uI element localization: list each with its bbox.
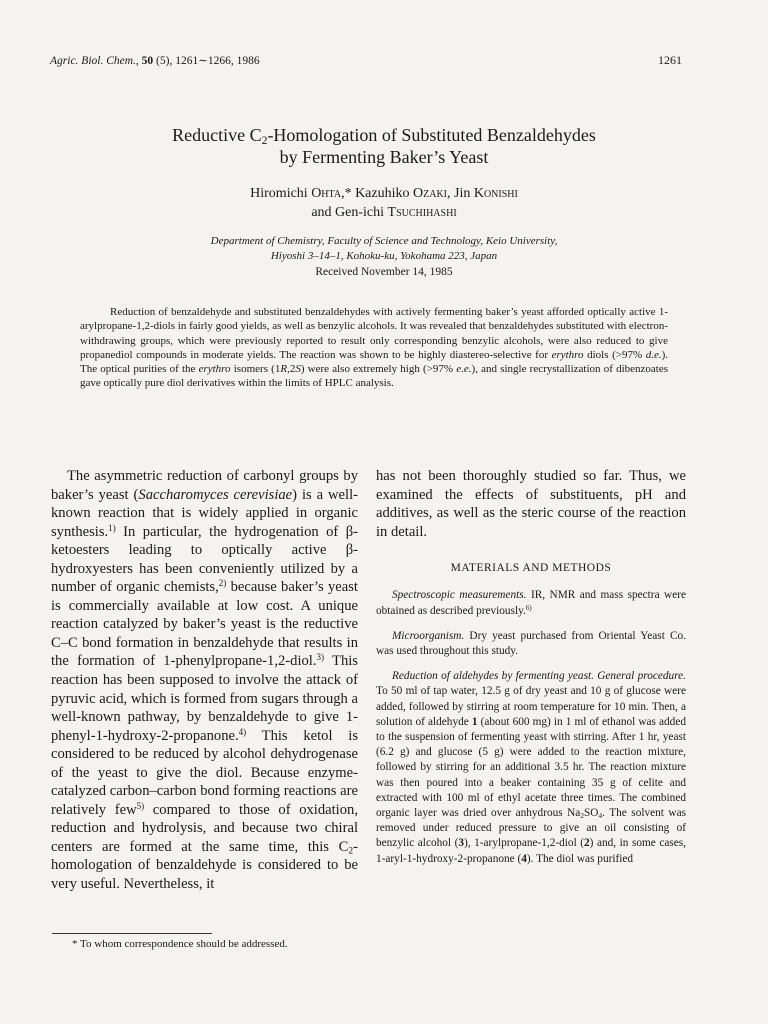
author1-first: Hiromichi [250, 186, 308, 201]
abstract-italic: R [280, 363, 288, 376]
intro-text: In particular, the hydrogenation of β-ketoesters leading to optically active β-hydroxyesters has been conveniently utilized by a number of organic chemists, [51, 523, 358, 596]
intro-text: -homologation of benzaldehyde is considered to be very useful. Nevertheless, it [51, 838, 358, 893]
reference-marker: 2) [218, 578, 227, 589]
received-date: Received November 14, 1985 [315, 266, 453, 278]
journal-citation [50, 53, 260, 67]
method-text: SO [584, 807, 599, 820]
method-title: Spectroscopic measurements. [392, 589, 527, 602]
intro-text: because baker’s yeast is commercially available at low cost. A unique reaction catalyzed by baker’s yeast is the reductive C–C bond formation in benzaldehyde that results in the formation of 1-phenylpropane-1,2-diol. [51, 579, 358, 670]
reference-marker: 1) [108, 522, 116, 533]
footnote: * To whom correspondence should be addressed. [72, 938, 288, 950]
intro-subscript: 2 [348, 846, 354, 857]
abstract-text: diols (>97% [583, 348, 646, 361]
journal-issue-pages: (5), 1261∼1266, 1986 [156, 55, 260, 67]
reference-marker: 5) [136, 800, 145, 811]
compound-number: 2 [584, 837, 590, 850]
method-reduction [376, 669, 686, 867]
abstract-text: ,2 [287, 363, 296, 376]
intro-text: The asymmetric reduction of carbonyl groups by baker’s yeast ( [51, 468, 358, 503]
journal-volume: 50 [141, 55, 154, 67]
abstract-text: ) were also extremely high (>97% [300, 363, 457, 376]
reference-marker: 6) [525, 603, 532, 612]
abstract-italic: erythro [551, 348, 584, 361]
intro-text: This ketol is considered to be reduced by alcohol dehydrogenase of the yeast to give the diol. Because enzyme-catalyzed carbon–carbon bond forming reactions are relatively few [51, 727, 358, 818]
compound-number: 4 [521, 852, 527, 865]
method-title: Reduction of aldehydes by fermenting yeast. General procedure. [392, 670, 686, 683]
abstract-italic: S [295, 363, 301, 376]
author4-last: Tsuchihashi [387, 205, 457, 220]
title-line2: by Fermenting Baker’s Yeast [279, 147, 489, 167]
author1-mark: ,* [341, 186, 356, 201]
author2-last: Ozaki [413, 186, 447, 201]
author4-first: Gen-ichi [335, 205, 385, 220]
reference-marker: 4) [238, 726, 247, 737]
method-text: . The solvent was removed under reduced pressure to give an oil consisting of benzylic alcohol ( [376, 807, 687, 850]
intro-text: compared to those of oxidation, reduction and hydrolysis, and because two chiral centers are formed at the same time, this C [51, 801, 358, 855]
formula-subscript: 2 [580, 810, 584, 820]
abstract [80, 305, 668, 391]
intro-text: This reaction has been supposed to involve the attack of pyruvic acid, which is formed from sugars through a well-known pathway, by benzaldehyde to give 1-phenyl-1-hydroxy-2-propanone. [51, 653, 358, 744]
title-part1: Reductive C [172, 125, 262, 145]
method-text: IR, NMR and mass spectra were obtained as described previously. [376, 589, 686, 617]
method-spectroscopy [376, 588, 686, 618]
author-list: Hiromichi Ohta,* Kazuhiko Ozaki, Jin Konishi and Gen-ichi Tsuchihashi [250, 186, 518, 220]
author3-first: Jin [454, 186, 471, 201]
abstract-italic: e.e. [456, 363, 472, 376]
article-title [0, 124, 768, 168]
title-subscript: 2 [261, 133, 268, 147]
method-text: ) and, in some cases, 1-aryl-1-hydroxy-2-propanone ( [376, 837, 686, 865]
affiliation [0, 234, 768, 264]
title-part2: -Homologation of Substituted Benzaldehydes [267, 125, 596, 145]
method-text: ). The diol was purified [526, 852, 634, 865]
author2-first: Kazuhiko [355, 186, 410, 201]
compound-number: 3 [458, 837, 465, 850]
affiliation-line1: Department of Chemistry, Faculty of Science and Technology, Keio University, [210, 235, 558, 247]
method-text: Dry yeast purchased from Oriental Yeast Co. was used throughout this study. [376, 629, 686, 657]
intro-column [51, 467, 358, 894]
reference-marker: 3) [316, 652, 325, 663]
abstract-italic: erythro [198, 363, 231, 376]
abstract-text: Reduction of benzaldehyde and substituted benzaldehydes with actively fermenting baker’s yeast afforded optically active 1-arylpropane-1,2-diols in fairly good yields, as well as benzylic alcohols. It was revealed that benzaldehydes substituted with electron-withdrawing groups, which were previously reported to result only corresponding benzylic alcohols, were also reduced to give propanediol compounds in moderate yields. The reaction was shown to be highly diastereo-selective for [80, 306, 668, 361]
abstract-text: ), and single recrystallization of dibenzoates gave optically pure diol derivatives within the limits of HPLC analysis. [80, 363, 668, 390]
abstract-italic: d.e. [645, 348, 662, 361]
abstract-text: isomers (1 [230, 363, 281, 376]
affiliation-line2: Hiyoshi 3–14–1, Kohoku-ku, Yokohama 223, Japan [270, 250, 498, 262]
method-microorganism [376, 629, 686, 659]
compound-number: 1 [471, 715, 478, 728]
method-text: ), 1-arylpropane-1,2-diol ( [464, 837, 585, 850]
methods-column [376, 467, 686, 877]
author1-last: Ohta [311, 186, 342, 201]
journal-name: Agric. Biol. Chem., [50, 55, 139, 67]
author-and: and [311, 205, 332, 220]
section-heading: MATERIALS AND METHODS [450, 562, 612, 575]
formula-subscript: 4 [598, 810, 603, 820]
page-number: 1261 [658, 53, 682, 67]
intro-continuation: has not been thoroughly studied so far. Thus, we examined the effects of substituents, pH and additives, as well as the steric course of the reaction in detail. [376, 468, 686, 540]
author3-last: Konishi [473, 186, 518, 201]
abstract-text: ). The optical purities of the [80, 348, 668, 376]
intro-species: Saccharomyces cerevisiae [138, 486, 293, 503]
method-text: To 50 ml of tap water, 12.5 g of dry yeast and 10 g of glucose were added, followed by stirring at room temperature for 10 min. Then, a solution of aldehyde [376, 685, 686, 728]
intro-text: ) is a well-known reaction that is widely applied in organic synthesis. [51, 486, 358, 540]
footnote-rule [52, 933, 212, 934]
intro-paragraph [51, 467, 358, 894]
method-text: (about 600 mg) in 1 ml of ethanol was added to the suspension of fermenting yeast with stirring. After 1 hr, yeast (6.2 g) and glucose (5 g) were added to the reaction mixture, followed by stirring for an additional 3.5 hr. The reaction mixture was then poured into a beaker containing 35 g of celite and extracted with 100 ml of ethyl acetate three times. The combined organic layer was dried over anhydrous Na [376, 715, 686, 820]
method-title: Microorganism. [392, 629, 465, 642]
